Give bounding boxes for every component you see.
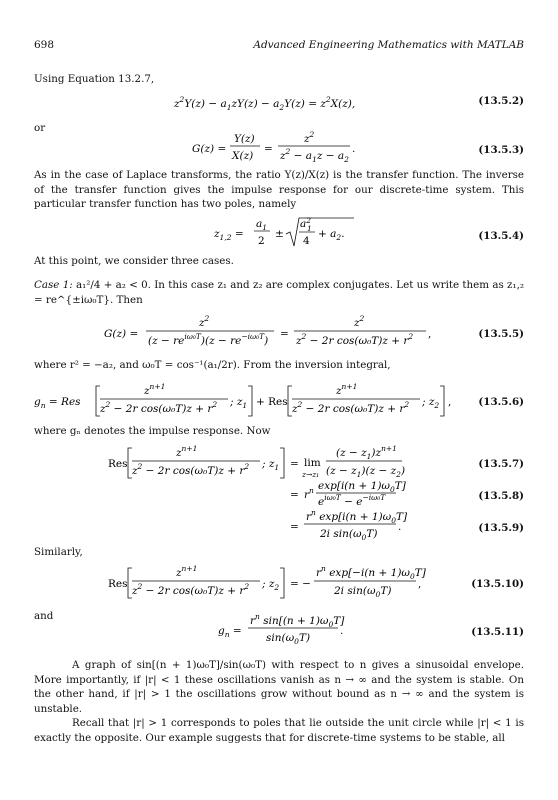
equation-13-5-6-formula bbox=[34, 384, 474, 418]
svg-text:rn exp[i(n + 1)ω0T]: $r^n$ $\exp[i(n + 1)\omega_0T]$ bbox=[306, 508, 408, 525]
equation-13-5-5 bbox=[34, 316, 524, 350]
paragraph-laplace: As in the case of Laplace transforms, the ratio Y(z)/X(z) is the transfer function. The inverse of the transfer function gives the impulse response for our discrete-time system. This particular transfer function has two poles, namely bbox=[34, 169, 524, 210]
paragraph-case-1 bbox=[34, 278, 524, 307]
svg-text:z2: $z^2$ bbox=[304, 130, 315, 145]
svg-text:a21: $a^2$ 1 bbox=[300, 216, 312, 233]
svg-text:,: , bbox=[418, 578, 422, 590]
svg-text:gn = Res: $g_n$ = Res bbox=[34, 396, 81, 410]
case-1-text: a₁²/4 + a₂ < 0. In this case z₁ and z₂ are complex conjugates. Let us write them as z₁,₂ = re^{±iω₀T}. Then bbox=[34, 279, 524, 306]
svg-text:zn+1: $z^{n+1}$ bbox=[176, 564, 198, 579]
equation-tag: (13.5.2) bbox=[478, 95, 524, 107]
svg-text:z2 − a1z − a2: $z^2 - a_1z - a_2$ bbox=[280, 147, 349, 164]
svg-text:(z − z1)(z − z2): $(z - z_1)(z - z_2)$ bbox=[326, 465, 406, 479]
svg-text:; z2: ; $z_2$ bbox=[262, 578, 280, 592]
svg-text:zn+1: $z^{n+1}$ bbox=[336, 382, 358, 397]
svg-text:z2 − 2r cos(ω₀T)z + r2: $z^2 - 2r$ $\cos(\omega_0T)z + r^2$ bbox=[132, 582, 250, 597]
equation-tag: (13.5.4) bbox=[478, 230, 524, 242]
svg-text:z2: $z^2$ bbox=[354, 314, 365, 329]
equation-tag: (13.5.6) bbox=[478, 396, 524, 408]
svg-text:= −: = − bbox=[290, 578, 311, 590]
paragraph-cases-intro: At this point, we consider three cases. bbox=[34, 255, 234, 267]
svg-text:gn =: $g_n$ = bbox=[218, 625, 242, 639]
svg-text:exp[i(n + 1)ω0T]: $\exp[i(n + 1)\omega_0T]$ bbox=[318, 480, 406, 494]
svg-text:2: 2 bbox=[258, 235, 265, 247]
paragraph-where-g: where gₙ denotes the impulse response. Now bbox=[34, 425, 271, 437]
svg-text:,: , bbox=[448, 396, 452, 408]
equation-13-5-7-formula bbox=[34, 446, 454, 480]
equation-tag: (13.5.11) bbox=[471, 626, 524, 638]
svg-text:eiω₀T − e−iω₀T: $e^{i\omega_0T} - e^{-i\omega_0T}$ bbox=[318, 493, 386, 508]
svg-text:X(z): X(z) bbox=[232, 150, 254, 162]
svg-text:z2Y(z) − a1zY(z) − a2Y(z) = z2: $z^2Y(z) - a_1zY(z) - a_2Y(z) = z^2X(z)$, bbox=[174, 95, 356, 112]
equation-13-5-8 bbox=[34, 480, 524, 510]
svg-text:.: . bbox=[340, 625, 344, 637]
paragraph-using: Using Equation 13.2.7, bbox=[34, 73, 155, 85]
equation-tag: (13.5.7) bbox=[478, 458, 524, 470]
svg-text:zn+1: $z^{n+1}$ bbox=[144, 382, 166, 397]
paragraph-graph: A graph of sin[(n + 1)ω₀T]/sin(ω₀T) with respect to n gives a sinusoidal envelope. More importantly, if |r| < 1 these oscillations vanish as n → ∞ and the system is stable. On the other hand, if |r| > 1 the oscillations grow without bound as n → ∞ and the system is unstable. bbox=[34, 659, 524, 715]
svg-text:Y(z): Y(z) bbox=[234, 133, 255, 145]
svg-text:G(z) =: G(z) = bbox=[192, 143, 227, 155]
svg-text:z1,2 =: $z_{1,2}$ = bbox=[214, 228, 244, 242]
svg-text:2i sin(ω0T): 2i $\sin(\omega_0T)$ bbox=[320, 528, 378, 542]
svg-text:; z1: ; $z_1$ bbox=[262, 458, 280, 472]
equation-13-5-9 bbox=[34, 510, 524, 542]
equation-13-5-2-formula bbox=[34, 95, 434, 115]
svg-text:z→z₁: z→z₁ bbox=[302, 470, 320, 479]
equation-13-5-11-formula bbox=[34, 614, 454, 646]
svg-text:=: = bbox=[280, 328, 289, 340]
paragraph-similarly: Similarly, bbox=[34, 546, 83, 558]
svg-text:Res: Res bbox=[108, 458, 128, 470]
case-1-label: Case 1: bbox=[34, 279, 73, 291]
svg-text:Res: Res bbox=[108, 578, 128, 590]
svg-text:a1: $a_1$ bbox=[256, 218, 268, 232]
equation-13-5-11 bbox=[34, 614, 524, 646]
equation-tag: (13.5.9) bbox=[478, 522, 524, 534]
paragraph-recall: Recall that |r| > 1 corresponds to poles that lie outside the unit circle while |r| < 1 is exactly the opposite. Our example suggests that for discrete-time systems to be stable, all bbox=[34, 717, 524, 744]
svg-text:zn+1: $z^{n+1}$ bbox=[176, 444, 198, 459]
equation-13-5-4-formula bbox=[34, 216, 434, 252]
svg-text:(z − z1)zn+1: $(z - z_1)z^{n+1}$ bbox=[336, 444, 397, 461]
running-title: Advanced Engineering Mathematics with MATLAB bbox=[253, 39, 524, 51]
svg-text:z2 − 2r cos(ω₀T)z + r2: $z^2 - 2r$ $\cos(\omega_0T)z + r^2$ bbox=[292, 400, 410, 415]
paragraph-or: or bbox=[34, 122, 46, 134]
svg-text:4: 4 bbox=[303, 235, 310, 247]
svg-text:±: ± bbox=[275, 228, 284, 240]
page-header bbox=[34, 39, 524, 53]
svg-text:.: . bbox=[352, 143, 356, 155]
svg-text:=: = bbox=[290, 458, 299, 470]
equation-13-5-10 bbox=[34, 566, 524, 600]
svg-text:z2: $z^2$ bbox=[199, 314, 210, 329]
paragraph-and: and bbox=[34, 610, 54, 622]
svg-text:z2 − 2r cos(ω₀T)z + r2: $z^2 - 2r$ $\cos(\omega_0T)z + r^2$ bbox=[296, 332, 414, 347]
svg-text:rn sin[(n + 1)ω0T]: $r^n$ $\sin[(n + 1)\omega_0T]$ bbox=[250, 612, 345, 629]
paragraph-where-r: where r² = −a₂, and ω₀T = cos⁻¹(a₁/2r). From the inversion integral, bbox=[34, 359, 391, 371]
svg-text:; z2: ; $z_2$ bbox=[422, 396, 440, 410]
equation-13-5-3 bbox=[34, 132, 524, 164]
svg-text:.: . bbox=[398, 521, 402, 533]
equation-tag: (13.5.10) bbox=[471, 578, 524, 590]
svg-text:=: = bbox=[290, 521, 299, 533]
equation-tag: (13.5.8) bbox=[478, 490, 524, 502]
svg-text:z2 − 2r cos(ω₀T)z + r2: $z^2 - 2r$ $\cos(\omega_0T)z + r^2$ bbox=[132, 462, 250, 477]
svg-text:=: = bbox=[290, 489, 299, 501]
equation-13-5-8-formula bbox=[34, 480, 454, 510]
equation-13-5-2 bbox=[34, 95, 524, 115]
svg-text:lim: lim bbox=[304, 457, 321, 469]
svg-text:G(z) =: G(z) = bbox=[104, 328, 139, 340]
svg-text:sin(ω0T): $\sin(\omega_0T)$ bbox=[266, 632, 311, 646]
equation-13-5-4 bbox=[34, 216, 524, 252]
svg-text:+ a2.: + $a_2$. bbox=[318, 228, 345, 242]
svg-text:rn: $r^n$ bbox=[304, 486, 314, 501]
equation-13-5-3-formula bbox=[34, 132, 434, 164]
svg-text:z2 − 2r cos(ω₀T)z + r2: $z^2 - 2r$ $\cos(\omega_0T)z + r^2$ bbox=[100, 400, 218, 415]
svg-text:rn exp[−i(n + 1)ω0T]: $r^n$ $\exp[-i(n + 1)\omega_0T]$ bbox=[316, 564, 426, 581]
equation-13-5-7 bbox=[34, 446, 524, 480]
svg-text:(z − reiω₀T)(z − re−iω₀T): $(z - re^{i\omega_0T})(z - re^{-i\omega_0T})$ bbox=[148, 332, 269, 347]
equation-13-5-5-formula bbox=[34, 316, 454, 350]
svg-text:2i sin(ω0T): 2i $\sin(\omega_0T)$ bbox=[334, 585, 392, 599]
svg-text:,: , bbox=[428, 328, 432, 340]
svg-text:; z1: ; $z_1$ bbox=[230, 396, 248, 410]
equation-13-5-9-formula bbox=[34, 510, 454, 542]
equation-13-5-10-formula bbox=[34, 566, 454, 600]
equation-13-5-6 bbox=[34, 384, 524, 418]
equation-tag: (13.5.3) bbox=[478, 144, 524, 156]
equation-tag: (13.5.5) bbox=[478, 328, 524, 340]
svg-text:+ Res: + Res bbox=[256, 396, 288, 408]
svg-text:=: = bbox=[264, 143, 273, 155]
page-number: 698 bbox=[34, 39, 55, 51]
